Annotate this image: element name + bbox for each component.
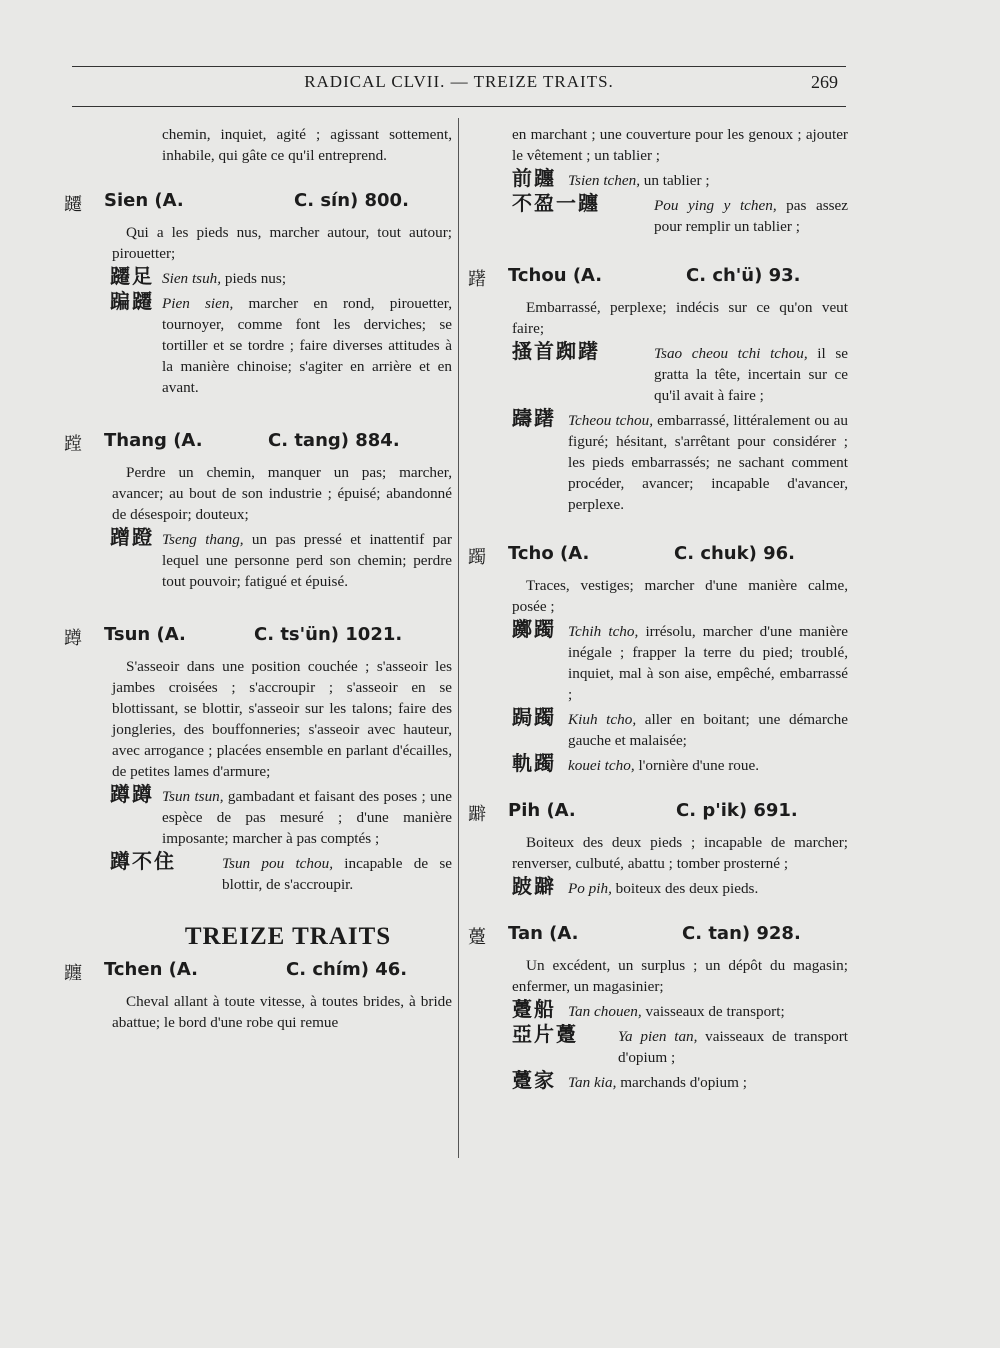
example-romanization: Ya pien tan, bbox=[618, 1028, 698, 1045]
example-gloss: pieds nus; bbox=[221, 270, 287, 287]
example bbox=[64, 525, 452, 592]
example-gloss: incapable de se blottir, de s'accroupir. bbox=[222, 855, 452, 893]
example-characters: 搔首踟躇 bbox=[512, 339, 600, 363]
example-romanization: kouei tcho, bbox=[568, 757, 635, 774]
example-romanization: Tcheou tchou, bbox=[568, 412, 654, 429]
continuation-text: en marchant ; une couverture pour les genoux ; ajouter le vêtement ; un tablier ; bbox=[512, 126, 848, 164]
example-gloss: embarrassé, littéralement ou au figuré; hésitant, s'arrêtant pour considérer ; les pieds embarrassés; ne sachant comment procéder, avancer; incapable d'avancer, perplexe. bbox=[568, 412, 848, 513]
example-romanization: Pou ying y tchen, bbox=[654, 197, 777, 214]
cantonese-reference: C. p'ik) 691. bbox=[676, 800, 798, 821]
example-characters: 躊躇 bbox=[512, 406, 556, 430]
definition: Boiteux des deux pieds ; incapable de marcher; renverser, culbuté, abattu ; tomber prosterné ; bbox=[512, 834, 848, 872]
example-romanization: Tchih tcho, bbox=[568, 623, 639, 640]
cantonese-reference: C. ch'ü) 93. bbox=[686, 265, 801, 286]
page-number: 269 bbox=[811, 72, 838, 92]
example bbox=[468, 191, 848, 237]
headword-character: 躉 bbox=[468, 927, 486, 948]
example-characters: 蹁躚 bbox=[110, 289, 154, 313]
example-romanization: Tsien tchen, bbox=[568, 172, 640, 189]
cantonese-reference: C. chuk) 96. bbox=[674, 543, 795, 564]
entry-pih bbox=[468, 798, 848, 899]
example-gloss: aller en boitant; une démarche gauche et malaisée; bbox=[568, 711, 848, 749]
entry-heading bbox=[64, 957, 452, 985]
continuation-text: chemin, inquiet, agité ; agissant sottement, inhabile, qui gâte ce qu'il entreprend. bbox=[162, 126, 452, 164]
entry-heading bbox=[468, 921, 848, 949]
headword-character: 躇 bbox=[468, 269, 486, 290]
cantonese-reference: C. chím) 46. bbox=[286, 959, 408, 980]
example-characters: 蹲蹲 bbox=[110, 782, 154, 806]
example bbox=[468, 339, 848, 406]
column-divider bbox=[458, 118, 459, 1158]
entry-tchen bbox=[64, 957, 452, 1033]
cantonese-reference: C. tan) 928. bbox=[682, 923, 801, 944]
example-romanization: Tsao cheou tchi tchou, bbox=[654, 345, 808, 362]
entry-heading bbox=[64, 188, 452, 216]
headword-character: 躚 bbox=[64, 194, 82, 215]
example-gloss: vaisseaux de transport d'opium ; bbox=[618, 1028, 848, 1066]
example bbox=[468, 406, 848, 515]
example-romanization: Tseng thang, bbox=[162, 531, 244, 548]
example-characters: 跼躅 bbox=[512, 705, 556, 729]
example bbox=[468, 1022, 848, 1068]
example-romanization: Po pih, bbox=[568, 880, 612, 897]
headword-character: 躃 bbox=[468, 804, 486, 825]
header-rule bbox=[72, 106, 846, 107]
entry-tchou bbox=[468, 263, 848, 515]
headword-romanization: Tan (A. bbox=[508, 923, 579, 944]
example-characters: 亞片躉 bbox=[512, 1022, 578, 1046]
example-romanization: Pien sien, bbox=[162, 295, 234, 312]
example bbox=[468, 166, 848, 191]
example bbox=[468, 617, 848, 705]
example-gloss: marchands d'opium ; bbox=[616, 1074, 747, 1091]
headword-character: 蹚 bbox=[64, 434, 82, 455]
example-gloss: pas assez pour remplir un tablier ; bbox=[654, 197, 848, 235]
headword-romanization: Pih (A. bbox=[508, 800, 576, 821]
example-characters: 躑躅 bbox=[512, 617, 556, 641]
example bbox=[468, 874, 848, 899]
entry-heading bbox=[64, 428, 452, 456]
example-gloss: marcher en rond, pirouetter, tournoyer, comme font les derviches; se tortiller et se tordre ; faire diverses attitudes à la manière chinoise; s'agiter en arrière et en avant. bbox=[162, 295, 452, 396]
headword-character: 躔 bbox=[64, 963, 82, 984]
example-gloss: vaisseaux de transport; bbox=[641, 1003, 785, 1020]
example bbox=[64, 782, 452, 849]
headword-romanization: Tchou (A. bbox=[508, 265, 603, 286]
example-gloss: boiteux des deux pieds. bbox=[611, 880, 759, 897]
headword-romanization: Tcho (A. bbox=[508, 543, 590, 564]
definition: Un excédent, un surplus ; un dépôt du magasin; enfermer, un magasinier; bbox=[512, 957, 848, 995]
example-gloss: un pas pressé et inattentif par lequel une personne perd son chemin; perdre tout pouvoir; fatigué et épuisé. bbox=[162, 531, 452, 590]
entry-heading bbox=[468, 541, 848, 569]
example bbox=[468, 1068, 848, 1093]
example-characters: 軌躅 bbox=[512, 751, 556, 775]
example-characters: 前躔 bbox=[512, 166, 556, 190]
headword-romanization: Sien (A. bbox=[104, 190, 184, 211]
entry-heading bbox=[64, 622, 452, 650]
example-characters: 躉船 bbox=[512, 997, 556, 1021]
definition: Traces, vestiges; marcher d'une manière calme, posée ; bbox=[512, 577, 848, 615]
example-romanization: Tsun pou tchou, bbox=[222, 855, 334, 872]
example-romanization: Kiuh tcho, bbox=[568, 711, 637, 728]
right-column bbox=[468, 124, 848, 1097]
entry-tsun bbox=[64, 622, 452, 895]
cantonese-reference: C. tang) 884. bbox=[268, 430, 400, 451]
headword-romanization: Tchen (A. bbox=[104, 959, 198, 980]
top-rule bbox=[72, 66, 846, 67]
headword-romanization: Thang (A. bbox=[104, 430, 203, 451]
example-characters: 跛躃 bbox=[512, 874, 556, 898]
entry-tcho bbox=[468, 541, 848, 776]
definition: S'asseoir dans une position couchée ; s'asseoir les jambes croisées ; s'accroupir ; s'asseoir en se blottissant, se blottir, s'asseoir sur les talons; faire des jongleries, des bouffonneries; s'asseoir avec hauteur, avec arrogance ; placées ensemble en parlant d'écailles, de petites lames d'armure; bbox=[112, 658, 452, 780]
left-column bbox=[64, 124, 452, 1037]
example-characters: 不盈一躔 bbox=[512, 191, 600, 215]
example-characters: 躚足 bbox=[110, 264, 154, 288]
example-romanization: Tan kia, bbox=[568, 1074, 617, 1091]
page-header bbox=[72, 72, 846, 96]
entry-heading bbox=[468, 263, 848, 291]
example-gloss: il se gratta la tête, incertain sur ce qu'il avait à faire ; bbox=[654, 345, 848, 404]
example-gloss: irrésolu, marcher d'une manière inégale ; frapper la terre du pied; troublé, inquiet, mal à son aise, empêché, embarrassé ; bbox=[568, 623, 848, 703]
cantonese-reference: C. sín) 800. bbox=[294, 190, 409, 211]
headword-character: 蹲 bbox=[64, 628, 82, 649]
example-characters: 躉家 bbox=[512, 1068, 556, 1092]
entry-heading bbox=[468, 798, 848, 826]
example-gloss: gambadant et faisant des poses ; une espèce de pas mesuré ; d'une manière imposante; marcher à pas comptés ; bbox=[162, 788, 452, 847]
example-romanization: Tan chouen, bbox=[568, 1003, 642, 1020]
entry-thang bbox=[64, 428, 452, 592]
cantonese-reference: C. ts'ün) 1021. bbox=[254, 624, 403, 645]
definition: Perdre un chemin, manquer un pas; marcher, avancer; au bout de son industrie ; épuisé; abandonné de désespoir; douteux; bbox=[112, 464, 452, 523]
example bbox=[64, 264, 452, 289]
example bbox=[64, 849, 452, 895]
example bbox=[468, 751, 848, 776]
example-romanization: Sien tsuh, bbox=[162, 270, 222, 287]
example bbox=[64, 289, 452, 398]
definition: Qui a les pieds nus, marcher autour, tout autour; pirouetter; bbox=[112, 224, 452, 262]
entry-tan bbox=[468, 921, 848, 1093]
headword-character: 躅 bbox=[468, 547, 486, 568]
example bbox=[468, 997, 848, 1022]
entry-sien bbox=[64, 188, 452, 398]
example-gloss: un tablier ; bbox=[640, 172, 710, 189]
example-romanization: Tsun tsun, bbox=[162, 788, 224, 805]
running-title: RADICAL CLVII. — TREIZE TRAITS. bbox=[304, 72, 614, 91]
example-characters: 蹭蹬 bbox=[110, 525, 154, 549]
definition: Embarrassé, perplexe; indécis sur ce qu'on veut faire; bbox=[512, 299, 848, 337]
example-characters: 蹲不住 bbox=[110, 849, 176, 873]
section-title: TREIZE TRAITS bbox=[184, 923, 392, 950]
example bbox=[468, 705, 848, 751]
example-gloss: l'ornière d'une roue. bbox=[634, 757, 760, 774]
headword-romanization: Tsun (A. bbox=[104, 624, 186, 645]
definition: Cheval allant à toute vitesse, à toutes brides, à bride abattue; le bord d'une robe qui remue bbox=[112, 993, 452, 1031]
